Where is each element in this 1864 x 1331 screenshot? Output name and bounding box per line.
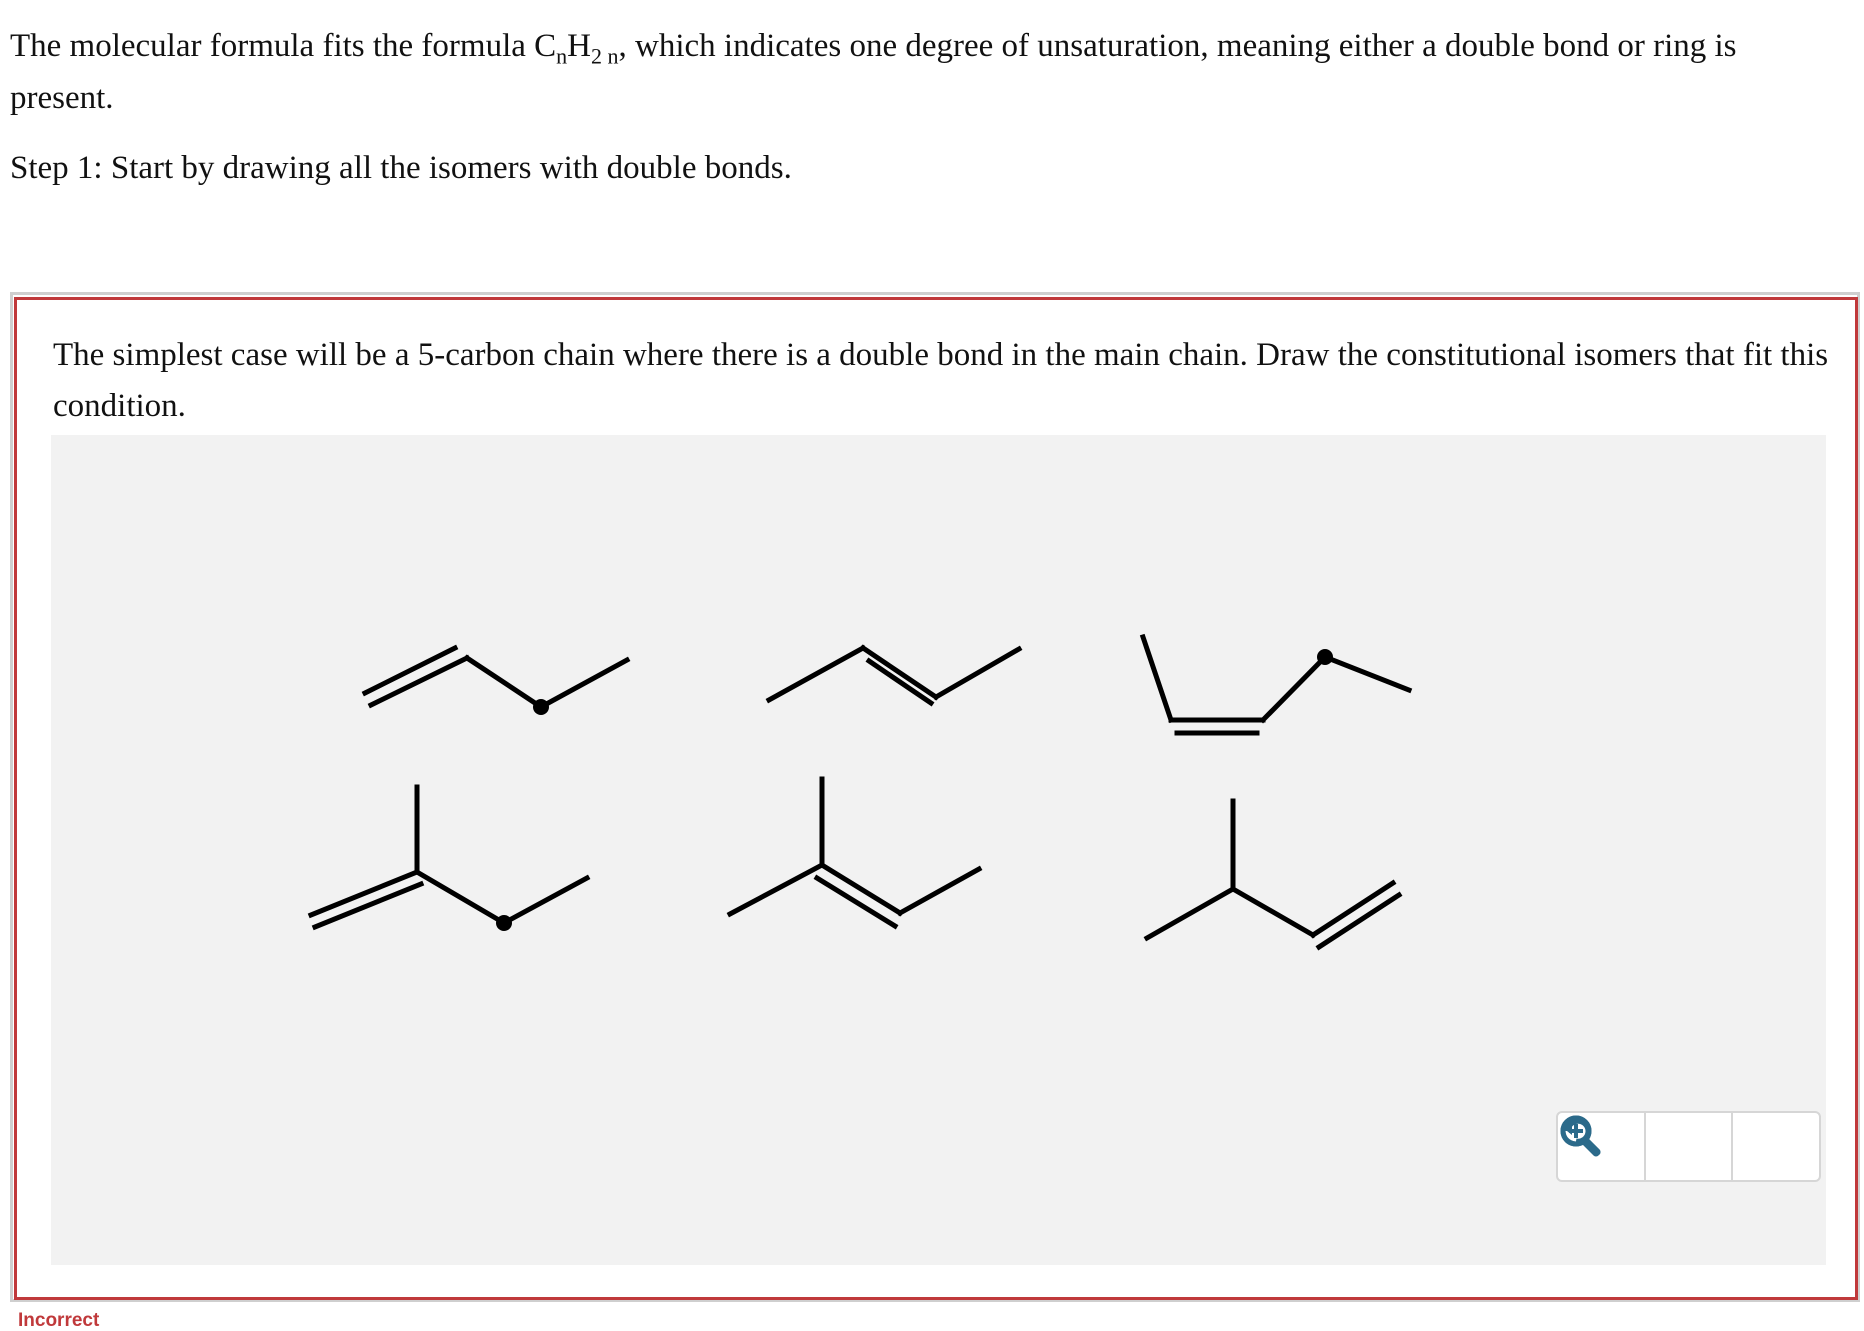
question-box: [14, 297, 1858, 1300]
status-incorrect: Incorrect: [18, 1310, 100, 1331]
intro-paragraph: [10, 20, 1830, 124]
step-instruction: Step 1: Start by drawing all the isomers with double bonds.: [10, 150, 792, 186]
selected-atom-dot[interactable]: [1317, 649, 1333, 665]
zoom-out-icon: [1558, 1113, 1602, 1157]
zoom-toolbar: [1556, 1111, 1821, 1182]
intro-text-after: , which indicates one degree of unsaturation, meaning either a double bond or ring is present.: [10, 28, 1737, 116]
selected-atom-dot[interactable]: [496, 915, 512, 931]
hydrogen-symbol: H: [567, 28, 592, 64]
structure-1-butene[interactable]: [365, 648, 627, 715]
subscript-n: n: [556, 43, 568, 69]
structure-2-butene[interactable]: [769, 648, 1019, 703]
subscript-2n: 2 n: [591, 43, 619, 69]
zoom-out-button[interactable]: [1733, 1113, 1819, 1180]
intro-text-before: The molecular formula fits the formula C: [10, 28, 557, 64]
question-prompt: The simplest case will be a 5-carbon chain where there is a double bond in the main chain. Draw the constitutional isomers that fit this condition.: [53, 337, 1829, 424]
structure-2-methyl-1-butene[interactable]: [311, 787, 587, 931]
structure-2-methyl-2-butene[interactable]: [730, 779, 979, 926]
reset-zoom-button[interactable]: [1646, 1113, 1734, 1180]
structure-3-methyl-1-butene[interactable]: [1147, 801, 1399, 947]
drawing-canvas[interactable]: [51, 435, 1826, 1265]
selected-atom-dot[interactable]: [533, 699, 549, 715]
structure-cis-2-pentene-like[interactable]: [1143, 637, 1409, 733]
